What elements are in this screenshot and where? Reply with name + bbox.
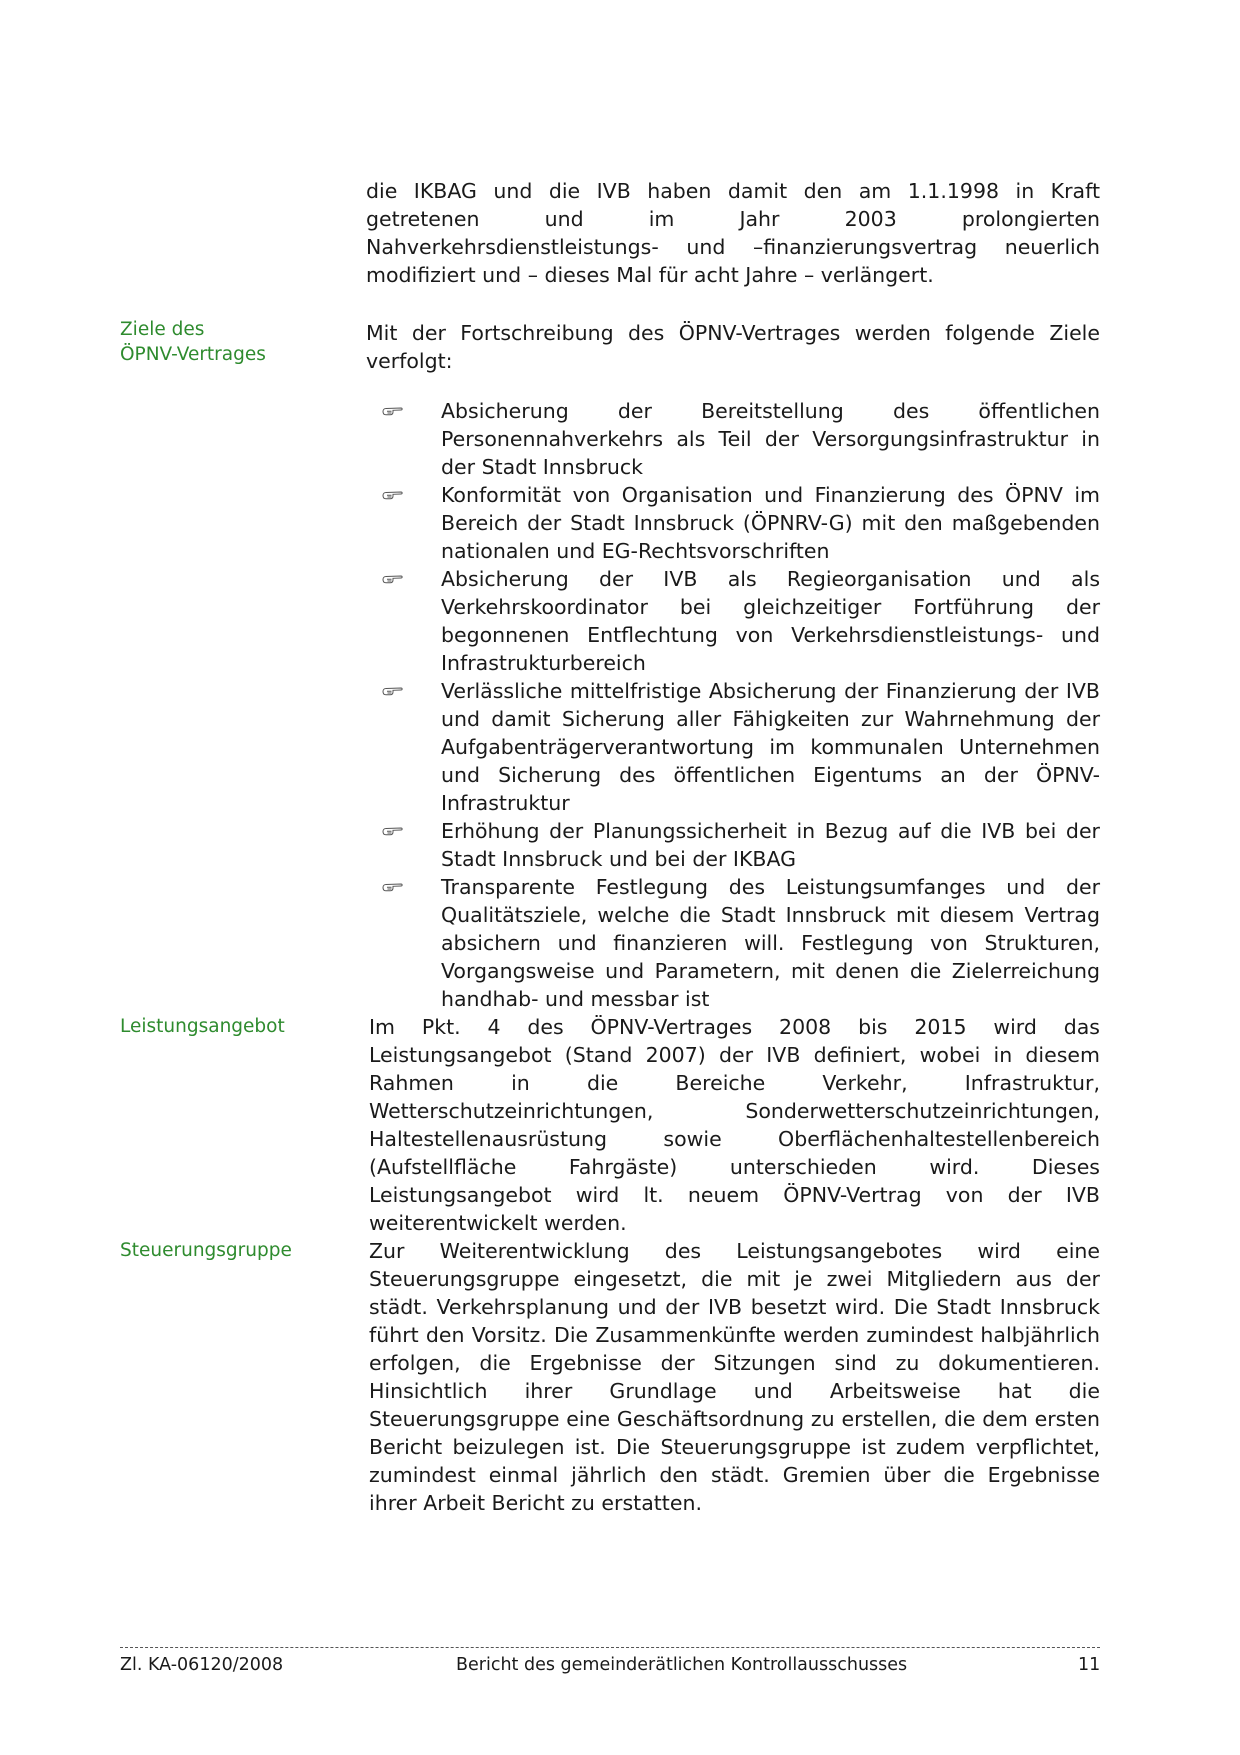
footer-reference: Zl. KA-06120/2008 — [120, 1655, 284, 1675]
bullet-text: Erhöhung der Planungssicherheit in Bezug auf die IVB bei der Stadt Innsbruck und bei der IKBAG — [441, 819, 1100, 871]
ziele-paragraph: Mit der Fortschreibung des ÖPNV-Vertrages werden folgende Ziele verfolgt: — [366, 321, 1100, 373]
list-item — [380, 565, 1100, 677]
leistungsangebot-paragraph: Im Pkt. 4 des ÖPNV-Vertrages 2008 bis 2015 wird das Leistungsangebot (Stand 2007) der IVB definiert, wobei in diesem Rahmen in die Bereiche Verkehr, Infrastruktur, Wetterschutzeinrichtungen, Sonderwetterschutzeinrichtungen, Haltestellenausrüstung sowie Oberflächenhaltestellenbereich (Aufstellfläche Fahrgäste) unterschieden wird. Dieses Leistungsangebot wird lt. neuem ÖPNV-Vertrag von der IVB weiterentwickelt werden. — [369, 1015, 1100, 1235]
bullet-text: Transparente Festlegung des Leistungsumfanges und der Qualitätsziele, welche die Stadt Innsbruck mit diesem Vertrag absichern und finanzieren will. Festlegung von Strukturen, Vorgangsweise und Parametern, mit denen die Zielerreichung handhab- und messbar ist — [441, 875, 1100, 1011]
list-item — [380, 397, 1100, 481]
list-item — [380, 817, 1100, 873]
ziele-bullet-list — [380, 397, 1100, 1013]
margin-note-steuerungsgruppe: Steuerungsgruppe — [120, 1240, 292, 1261]
footer-divider — [120, 1647, 1100, 1648]
bullet-text: Verlässliche mittelfristige Absicherung der Finanzierung der IVB und damit Sicherung aller Fähigkeiten zur Wahrnehmung der Aufgabenträgerverantwortung im kommunalen Unternehmen und Sicherung des öffentlichen Eigentums an der ÖPNV-Infrastruktur — [441, 679, 1100, 815]
list-item — [380, 481, 1100, 565]
margin-note-ziele-line1: Ziele des — [120, 319, 205, 340]
steuerungsgruppe-paragraph: Zur Weiterentwicklung des Leistungsangebotes wird eine Steuerungsgruppe eingesetzt, die mit je zwei Mitgliedern aus der städt. Verkehrsplanung und der IVB besetzt wird. Die Stadt Innsbruck führt den Vorsitz. Die Zusammenkünfte werden zumindest halbjährlich erfolgen, die Ergebnisse der Sitzungen sind zu dokumentieren. Hinsichtlich ihrer Grundlage und Arbeitsweise hat die Steuerungsgruppe eine Geschäftsordnung zu erstellen, die dem ersten Bericht beizulegen ist. Die Steuerungsgruppe ist zudem verpflichtet, zumindest einmal jährlich den städt. Gremien über die Ergebnisse ihrer Arbeit Bericht zu erstatten. — [369, 1239, 1100, 1515]
bullet-text: Konformität von Organisation und Finanzierung des ÖPNV im Bereich der Stadt Innsbruck (ÖPNRV-G) mit den maßgebenden nationalen und EG-Rechtsvorschriften — [441, 483, 1100, 563]
footer-title: Bericht des gemeinderätlichen Kontrollausschusses — [456, 1655, 908, 1675]
pointing-hand-icon — [382, 873, 404, 901]
intro-paragraph: die IKBAG und die IVB haben damit den am 1.1.1998 in Kraft getretenen und im Jahr 2003 prolongierten Nahverkehrsdienstleistungs- und –finanzierungsvertrag neuerlich modifiziert und – dieses Mal für acht Jahre – verlängert. — [366, 179, 1100, 287]
bullet-text: Absicherung der Bereitstellung des öffentlichen Personennahverkehrs als Teil der Versorgungsinfrastruktur in der Stadt Innsbruck — [441, 399, 1100, 479]
bullet-text: Absicherung der IVB als Regieorganisation und als Verkehrskoordinator bei gleichzeitiger Fortführung der begonnenen Entflechtung von Verkehrsdienstleistungs- und Infrastrukturbereich — [441, 567, 1100, 675]
footer-page-number: 11 — [1078, 1655, 1101, 1675]
list-item — [380, 677, 1100, 817]
pointing-hand-icon — [382, 817, 404, 845]
pointing-hand-icon — [382, 677, 404, 705]
pointing-hand-icon — [382, 397, 404, 425]
margin-note-ziele — [120, 317, 340, 367]
list-item — [380, 873, 1100, 1013]
margin-note-ziele-line2: ÖPNV-Vertrages — [120, 344, 266, 365]
pointing-hand-icon — [382, 565, 404, 593]
pointing-hand-icon — [382, 481, 404, 509]
margin-note-leistungsangebot: Leistungsangebot — [120, 1016, 285, 1037]
